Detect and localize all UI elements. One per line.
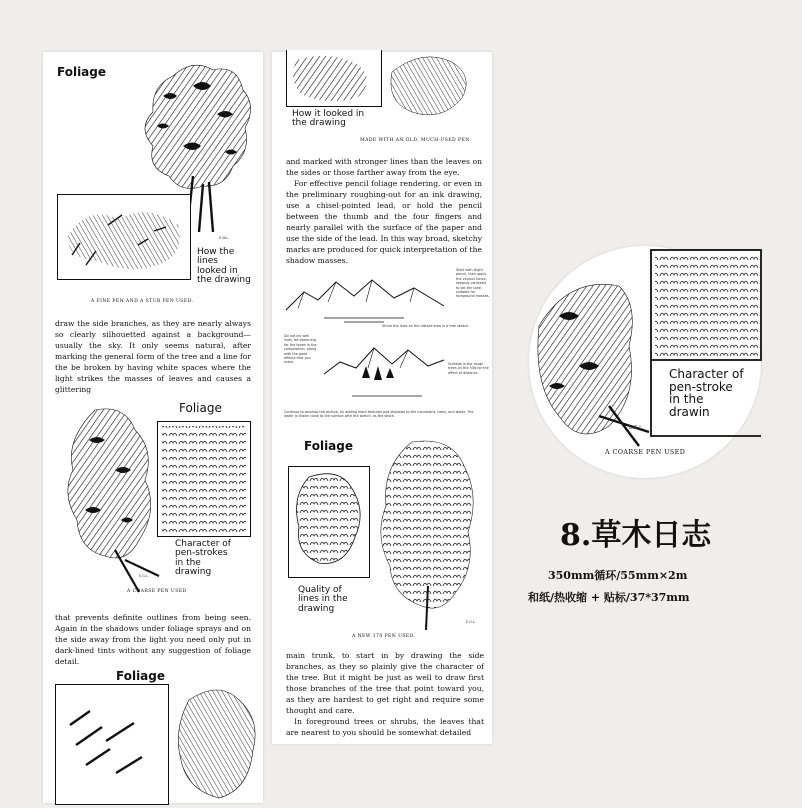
round-sticker [529,246,761,478]
caption-new-pen: A NEW 170 PEN USED. [352,634,416,639]
circle-label: Character of pen-stroke in the drawin [669,367,744,419]
washi-strip-left [43,52,263,803]
sketch-frame-bottom [55,684,169,805]
product-title: 8.草木日志 [560,518,712,553]
foliage-title-bottom: Foliage [113,670,168,683]
paragraph-definite-outlines: that prevents definite outlines from being seen. Again in the shadows under foliage sprays and on the side away from the light you need only put in dark-lined tints without any suggestion of foliage detail. [55,613,251,666]
sketch-frame-mid [157,421,251,537]
paragraph-main-trunk: main trunk, to start in by drawing the side branches, as they so plainly give the character of the tree. But it might be just as well to draw first those branches of the tree that point toward you, as they are hardest to get right and require some thought and care. [286,651,484,715]
caption-fine-pen: A FINE PEN AND A STUB PEN USED. [91,299,194,304]
caption-old-pen: MADE WITH AN OLD, MUCH-USED PEN. [360,138,472,143]
tree-sketch-top-2 [382,52,472,122]
initials-mid: E.G.L. [139,574,149,578]
label-quality-of-lines: Quality of lines in the drawing [298,585,348,614]
label-character-pen-strokes: Character of pen-strokes in the drawing [175,539,231,578]
foliage-title-mid-2: Foliage [304,439,354,453]
washi-strip-middle [272,52,492,744]
sketch-frame-top [57,194,191,280]
paragraph-pencil-rendering: For effective pencil foliage rendering, or even in the preliminary roughing-out for an ink drawing, use a chisel-pointed lead, or hold the pencil between the thumb and the four fingers and nearly parallel with the surface of the paper and use the side of the lead. In this way broad, sketchy marks are produced for quick interpretation of the shadow masses. [286,179,482,265]
circle-initials: E.G.L. [629,425,644,431]
paragraph-stronger-lines: and marked with stronger lines than the leaves on the sides or those farther away from the eye. [286,157,482,177]
initials-top: E.W.L. [219,236,230,240]
note-rough-trees: Scribble in the rough trees on the hills for the effect of distance. [448,362,489,375]
product-spec-material: 和纸/热收缩 + 贴标/37*37mm [528,591,690,604]
label-how-it-looked: How it looked in the drawing [292,109,365,129]
caption-coarse-pen: A COARSE PEN USED [127,589,187,594]
tree-sketch-mid-2 [372,436,482,632]
tree-sketch-bottom [169,680,261,803]
paragraph-foreground-trees: In foreground trees or shrubs, the leaves that are nearest to you should be somewhat detailed [286,717,484,737]
foliage-title-mid: Foliage [179,401,222,415]
mountain-sketch-1 [284,270,452,326]
tree-sketch-mid [55,400,167,596]
paragraph-side-branches: draw the side branches, as they are nearly always so clearly silhouetted against a background—usually the sky. It only seems natural, after marking the general form of the tree and a line for the be broken by having white spaces where the light strikes the masses of leaves and causes a glittering [55,319,251,394]
note-pencil-start: Start with slight pencil, then apply the various tones, keeping contrasts to set the tone, suitable for foreground masses. [456,268,490,299]
foliage-title-top: Foliage [57,65,107,79]
circle-caption: A COARSE PEN USED [605,448,686,456]
note-well-lines: Do not lay well lines, be swarming for the tones in the composition, along with the good effects that you make. [284,334,317,365]
product-spec-size: 350mm循环/55mm×2m [548,569,688,582]
note-distant-area: Strive the lines on the distant area in a free sketch. [382,324,470,328]
sketch-frame-top-2 [286,50,382,107]
label-how-the-lines: How the lines looked in the drawing [197,247,251,286]
mountain-sketch-2 [322,334,446,404]
note-continue-develop: Continue to develop the picture, by adding more textures and shadows to the mountains, trees, and water. The water is drawn close to the surface with the sketch, as the shore. [284,410,474,419]
sketch-frame-mid-2 [288,466,370,578]
initials-mid-2: E.G.L. [466,620,476,624]
